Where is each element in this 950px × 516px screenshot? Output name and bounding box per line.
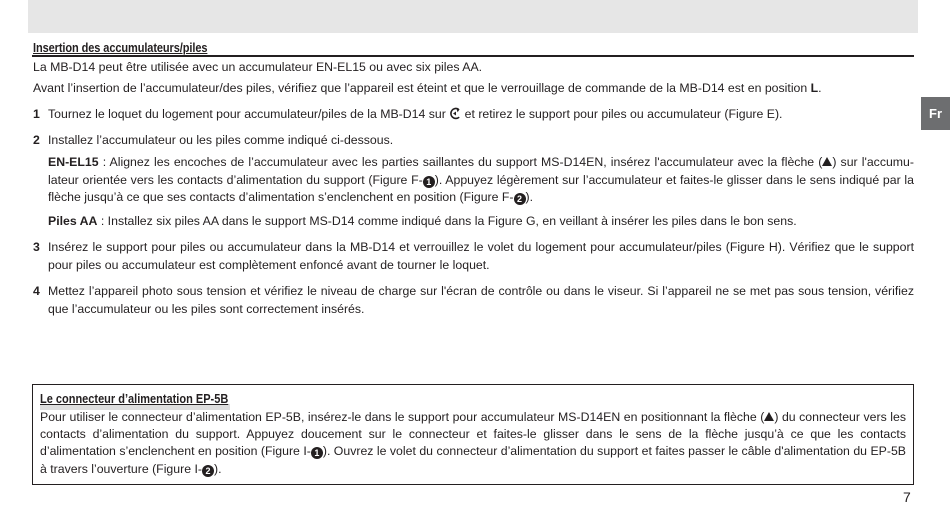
marker-1-icon: 1 [311, 447, 323, 459]
step-text: Tournez le loquet du logement pour accumulateur/piles de la MB-D14 sur et retirez le support pour piles ou accumulateur (Figure E). [48, 106, 914, 126]
intro-paragraph: La MB-D14 peut être utilisée avec un accumulateur EN-EL15 ou avec six piles AA. [33, 60, 483, 74]
note-title: Le connecteur d’alimentation EP-5B [40, 392, 229, 406]
note-text: Pour utiliser le connecteur d’alimentation EP-5B, insérez-le dans le support pour accumulateur MS-D14EN en positionnant la flèche ( ) du connecteur vers les contacts d’alimentation du support. Appuyez doucement sur le connecteur et faites-le glisser dans le sens de la flèche jusqu’à ce que les contacts d’alimentation s’enclenchent en position (Figure I- 1 ). Ouvrez le volet du connecteur d’alimentation du support et faites passer le câble d'alimentation du EP-5B à travers l’ouverture (Figure I- 2 ). [40, 410, 906, 476]
step-number: 4 [33, 284, 40, 298]
section-title: Insertion des accumulateurs/piles [33, 41, 208, 55]
marker-2-icon: 2 [514, 193, 526, 205]
marker-2-icon: 2 [202, 465, 214, 477]
step-text: Installez l’accumulateur ou les piles comme indiqué ci-dessous. [48, 133, 394, 147]
step-number: 1 [33, 107, 40, 121]
header-bar [28, 0, 918, 33]
rotate-unlock-icon [449, 107, 461, 126]
marker-1-icon: 1 [423, 176, 435, 188]
step-text: Insérez le support pour piles ou accumulateur dans la MB-D14 et verrouillez le volet du logement pour accumulateur/piles (Figure H). Vérifiez que le support pour piles ou accumulateur est complètement enfoncé avant de tourner le loquet. [48, 240, 914, 272]
aa-instructions: Piles AA : Installez six piles AA dans le support MS-D14 comme indiqué dans la Figure G, en veillant à insérer les piles dans le bon sens. [48, 214, 797, 228]
language-tab: Fr [921, 97, 950, 130]
step-number: 3 [33, 240, 40, 254]
note-box [32, 384, 914, 485]
page-number: 7 [903, 489, 911, 505]
intro-paragraph-2: Avant l’insertion de l’accumulateur/des piles, vérifiez que l’appareil est éteint et que le verrouillage de commande de la MB-D14 est en position L. [33, 81, 822, 95]
step-number: 2 [33, 133, 40, 147]
title-rule [32, 55, 914, 57]
en-el15-instructions: EN-EL15 : Alignez les encoches de l’accumulateur avec les parties saillantes du support MS-D14EN, insérez l'accumulateur avec la flèche ( ) sur l'accumulateur orientée vers les contacts d’alimentation du support (Figure F- 1 ). Appuyez légèrement sur l’accumulateur et faites-le glisser dans le sens indiqué par la flèche jusqu’à ce que ses contacts d’alimentation s’enclenchent en position (Figure F- 2 ). [48, 155, 915, 204]
aa-label: Piles AA [48, 214, 98, 228]
arrow-up-icon [764, 412, 774, 421]
arrow-up-icon [822, 157, 832, 166]
lock-position-label: L [810, 81, 819, 95]
step-text: Mettez l’appareil photo sous tension et vérifiez le niveau de charge sur l'écran de contrôle ou dans le viseur. Si l’appareil ne se met pas sous tension, vérifiez que l’accumulateur ou les piles sont correctement insérés. [48, 284, 914, 316]
en-el15-label: EN-EL15 [48, 155, 99, 169]
